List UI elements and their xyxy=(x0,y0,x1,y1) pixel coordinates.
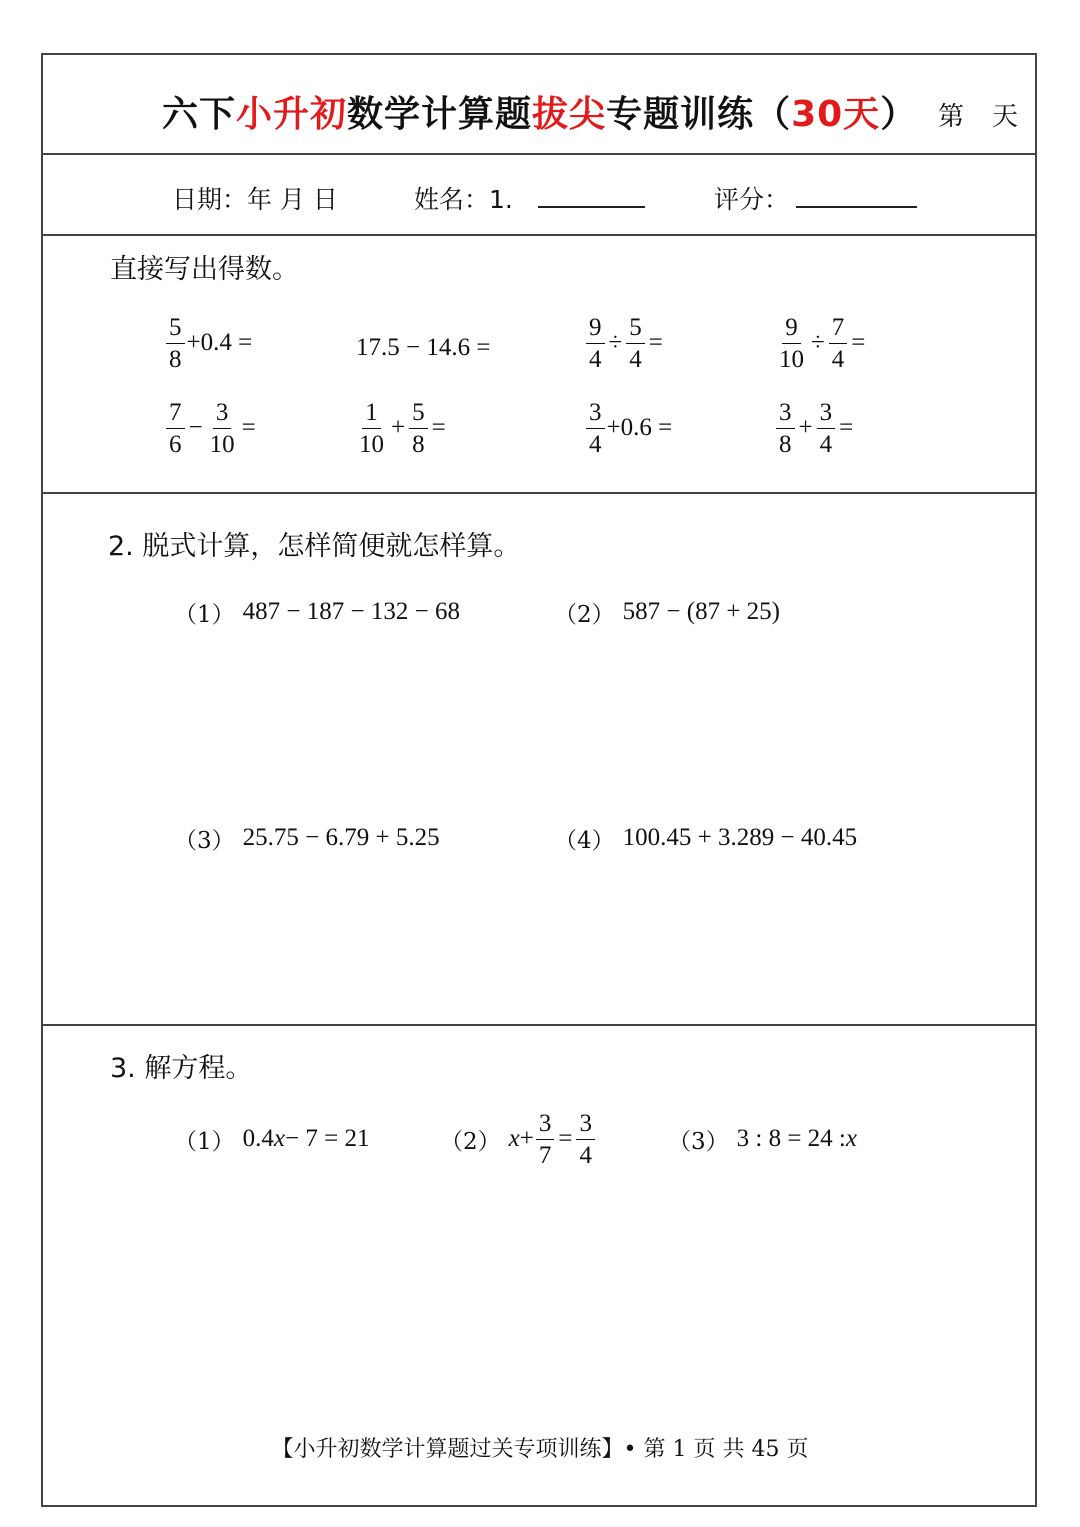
title-part: 六下 xyxy=(162,94,237,135)
denominator: 4 xyxy=(831,345,845,373)
denominator: 4 xyxy=(629,345,642,373)
numerator: 9 xyxy=(782,315,801,344)
section3-title: 3. 解方程。 xyxy=(110,1053,253,1084)
denominator: 8 xyxy=(779,430,792,458)
fraction xyxy=(626,315,645,372)
operator: + xyxy=(798,414,813,441)
denominator: 8 xyxy=(412,430,425,458)
numerator: 3 xyxy=(586,400,605,429)
numerator: 9 xyxy=(586,315,605,344)
equation-3 xyxy=(668,1107,857,1171)
fraction xyxy=(207,400,238,457)
equals-sign: = xyxy=(648,329,663,356)
fraction xyxy=(817,400,836,457)
divider-header xyxy=(41,153,1037,155)
variable: x xyxy=(508,1125,520,1152)
operator: + xyxy=(519,1125,534,1152)
expr-text: 487 − 187 − 132 − 68 xyxy=(242,598,460,625)
expr-text: 100.45 + 3.289 − 40.45 xyxy=(622,824,858,851)
expr-rest: +0.4 = xyxy=(186,329,253,356)
expr-text: 17.5 − 14.6 = xyxy=(356,334,491,361)
variable: x xyxy=(273,1125,285,1152)
numerator: 3 xyxy=(213,400,232,429)
denominator: 10 xyxy=(359,430,384,458)
equals-sign: = xyxy=(431,414,446,441)
equation-2 xyxy=(440,1107,597,1171)
equals-sign: = xyxy=(839,414,854,441)
expr-text: 25.75 − 6.79 + 5.25 xyxy=(242,824,440,851)
numerator: 3 xyxy=(817,400,836,429)
problem-number: （2） xyxy=(440,1128,501,1155)
page-title xyxy=(162,86,917,137)
numerator: 5 xyxy=(626,315,645,344)
score-label: 评分： xyxy=(714,185,790,214)
day-label-prefix: 第 xyxy=(938,102,965,132)
oral-problem-5 xyxy=(164,396,258,460)
expr-text: − 7 = 21 xyxy=(285,1125,370,1152)
denominator: 10 xyxy=(209,430,235,458)
fraction xyxy=(776,315,807,372)
name-blank[interactable] xyxy=(538,206,645,208)
title-part: 专题训练（ xyxy=(606,94,792,135)
expr-text: 3 : 8 = 24 : xyxy=(736,1125,846,1152)
expr-text: 0.4 xyxy=(242,1125,274,1152)
denominator: 4 xyxy=(589,345,602,373)
denominator: 8 xyxy=(169,345,182,373)
section2-title: 2. 脱式计算，怎样简便就怎样算。 xyxy=(108,531,521,562)
title-part: 数学计算题 xyxy=(347,94,533,135)
denominator: 6 xyxy=(169,430,182,458)
expr-rest: +0.6 = xyxy=(606,414,673,441)
problem-number: （3） xyxy=(668,1128,729,1155)
name-label: 姓名：1. xyxy=(414,185,513,214)
problem-number: （1） xyxy=(174,601,235,628)
problem-number: （2） xyxy=(554,601,615,628)
title-part-highlight: 30天 xyxy=(791,94,881,135)
oral-problem-2 xyxy=(356,316,490,380)
equation-1 xyxy=(174,1107,369,1171)
fraction xyxy=(536,1111,555,1168)
day-label-suffix: 天 xyxy=(992,102,1019,132)
variable: x xyxy=(845,1125,857,1152)
calc-problem-4 xyxy=(554,806,857,870)
fraction xyxy=(576,1111,595,1168)
numerator: 3 xyxy=(576,1111,595,1140)
problem-number: （4） xyxy=(554,827,615,854)
oral-problem-6 xyxy=(354,396,448,460)
fraction xyxy=(409,400,428,457)
operator: − xyxy=(188,414,203,441)
title-part-highlight: 拔尖 xyxy=(532,94,607,135)
oral-problem-4 xyxy=(774,311,867,375)
numerator: 1 xyxy=(362,400,381,429)
calc-problem-3 xyxy=(174,806,440,870)
title-part-highlight: 小升初 xyxy=(236,94,348,135)
fraction xyxy=(586,315,605,372)
oral-problem-8 xyxy=(774,396,855,460)
operator: ÷ xyxy=(811,329,825,356)
oral-problem-1 xyxy=(164,311,252,375)
fraction xyxy=(586,400,605,457)
calc-problem-2 xyxy=(554,580,780,644)
fraction xyxy=(166,400,185,457)
numerator: 7 xyxy=(829,315,848,344)
oral-problem-3 xyxy=(584,311,665,375)
fraction xyxy=(166,315,185,372)
numerator: 3 xyxy=(776,400,795,429)
numerator: 5 xyxy=(409,400,428,429)
numerator: 3 xyxy=(536,1111,555,1140)
title-part: ） xyxy=(880,94,918,135)
problem-number: （3） xyxy=(174,827,235,854)
denominator: 10 xyxy=(779,345,804,373)
denominator: 4 xyxy=(589,430,602,458)
operator: ÷ xyxy=(608,329,623,356)
denominator: 4 xyxy=(819,430,833,458)
page-footer: 【小升初数学计算题过关专项训练】• 第 1 页 共 45 页 xyxy=(271,1437,809,1462)
fraction xyxy=(829,315,848,372)
operator: + xyxy=(391,414,406,441)
denominator: 4 xyxy=(579,1141,592,1169)
numerator: 7 xyxy=(166,400,185,429)
denominator: 7 xyxy=(538,1141,552,1169)
score-blank[interactable] xyxy=(796,206,917,208)
problem-number: （1） xyxy=(174,1128,235,1155)
date-label: 日期：年 月 日 xyxy=(172,185,338,214)
fraction xyxy=(776,400,795,457)
expr-text: 587 − (87 + 25) xyxy=(622,598,780,625)
calc-problem-1 xyxy=(174,580,460,644)
equals-sign: = xyxy=(851,329,866,356)
oral-problem-7 xyxy=(584,396,672,460)
equals-sign: = xyxy=(241,414,256,441)
numerator: 5 xyxy=(166,315,185,344)
divider-section2 xyxy=(41,1024,1037,1026)
divider-info xyxy=(41,234,1037,236)
divider-section1 xyxy=(41,492,1037,494)
section1-title: 直接写出得数。 xyxy=(110,254,299,285)
equals-sign: = xyxy=(558,1125,573,1152)
fraction xyxy=(356,400,387,457)
